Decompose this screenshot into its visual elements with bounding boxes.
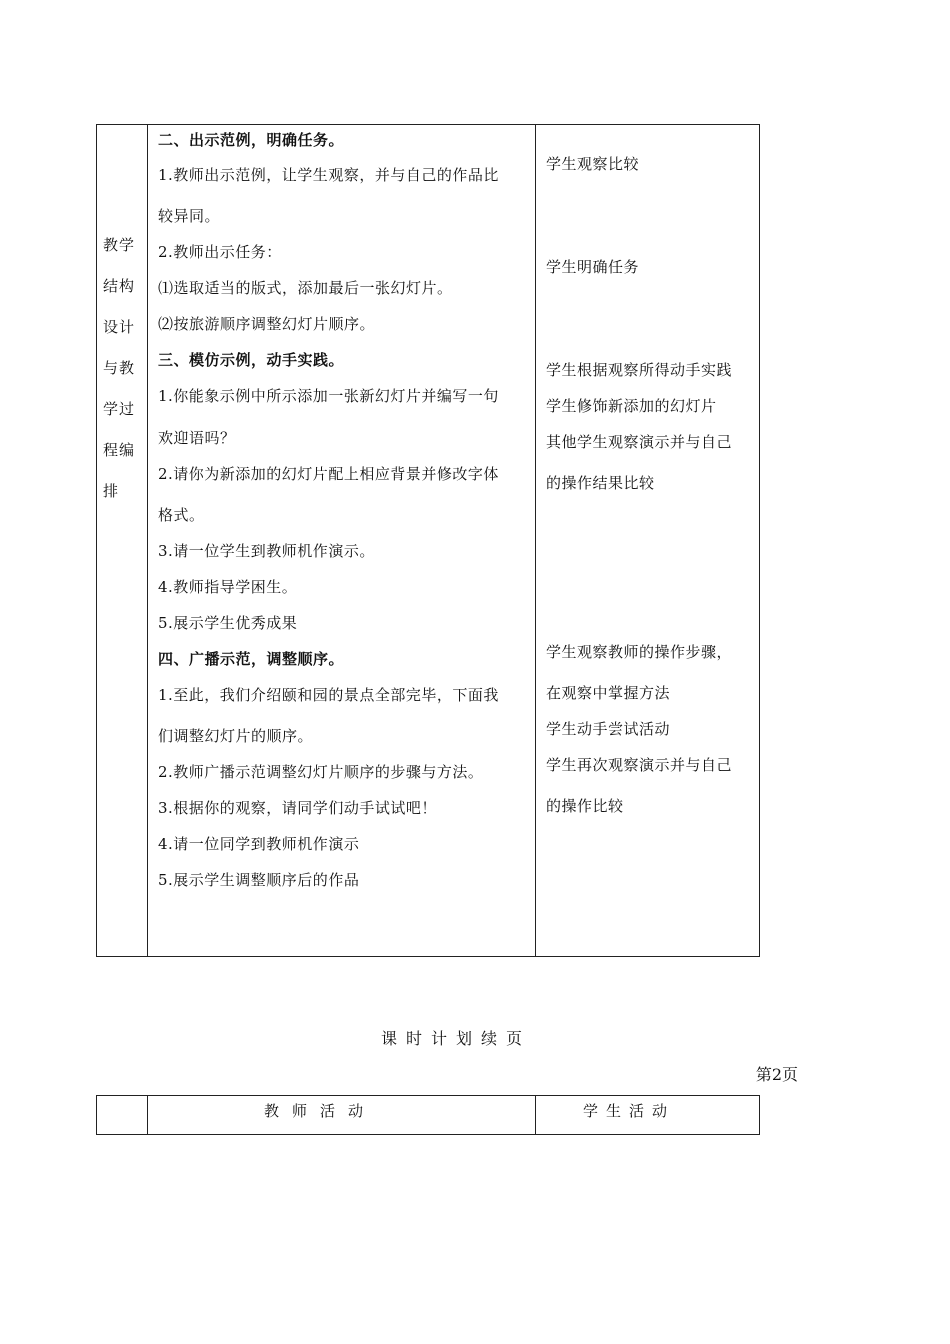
teacher-line: 3.请一位学生到教师机作演示。 xyxy=(158,542,375,560)
continuation-title: 课时计划续页 xyxy=(380,1029,531,1048)
student-activity-header: 学生活动 xyxy=(583,1102,676,1120)
teacher-line: 1.教师出示范例，让学生观察，并与自己的作品比 xyxy=(158,166,499,184)
teacher-activity-header: 教师活动 xyxy=(264,1102,377,1120)
lesson-plan-table xyxy=(96,124,760,957)
section-label-line: 结构 xyxy=(103,277,136,295)
teacher-line: 格式。 xyxy=(158,506,205,524)
page-number: 第2页 xyxy=(755,1065,798,1084)
student-line: 的操作结果比较 xyxy=(546,474,655,492)
teacher-line: ⑴选取适当的版式，添加最后一张幻灯片。 xyxy=(158,279,453,297)
student-line: 学生再次观察演示并与自己 xyxy=(546,756,733,774)
teacher-line: 欢迎语吗？ xyxy=(158,429,236,447)
student-line: 学生动手尝试活动 xyxy=(546,720,671,738)
student-line: 学生根据观察所得动手实践 xyxy=(546,361,733,379)
section-label-line: 排 xyxy=(103,482,120,500)
student-line: 在观察中掌握方法 xyxy=(546,684,671,702)
section-label xyxy=(103,225,143,512)
teacher-line: 较异同。 xyxy=(158,207,221,225)
student-line: 的操作比较 xyxy=(546,797,624,815)
teacher-line: 1.至此，我们介绍颐和园的景点全部完毕，下面我 xyxy=(158,686,499,704)
teacher-line: 2.教师出示任务： xyxy=(158,243,282,261)
teacher-line: 2.教师广播示范调整幻灯片顺序的步骤与方法。 xyxy=(158,763,484,781)
section-label-line: 程编 xyxy=(103,441,136,459)
header-teacher-cell xyxy=(148,1096,536,1134)
teacher-line: 2.请你为新添加的幻灯片配上相应背景并修改字体 xyxy=(158,465,499,483)
teacher-line: 4.教师指导学困生。 xyxy=(158,578,298,596)
header-student-cell xyxy=(536,1096,759,1134)
teacher-line: 3.根据你的观察，请同学们动手试试吧！ xyxy=(158,799,437,817)
teacher-line: 5.展示学生优秀成果 xyxy=(158,614,298,632)
header-blank-cell xyxy=(97,1096,148,1134)
teacher-line: 4.请一位同学到教师机作演示 xyxy=(158,835,360,853)
student-line: 学生观察教师的操作步骤， xyxy=(546,643,733,661)
section-heading: 四、广播示范，调整顺序。 xyxy=(158,650,345,668)
student-line: 学生观察比较 xyxy=(546,155,640,173)
student-activity-cell xyxy=(536,125,759,956)
student-line: 学生明确任务 xyxy=(546,258,640,276)
teacher-activity-cell xyxy=(148,125,536,956)
section-heading: 二、出示范例，明确任务。 xyxy=(158,131,345,149)
teacher-line: 们调整幻灯片的顺序。 xyxy=(158,727,314,745)
student-line: 学生修饰新添加的幻灯片 xyxy=(546,397,717,415)
teacher-line: 1.你能象示例中所示添加一张新幻灯片并编写一句 xyxy=(158,387,499,405)
teacher-line: ⑵按旅游顺序调整幻灯片顺序。 xyxy=(158,315,376,333)
section-label-line: 设计 xyxy=(103,318,136,336)
teacher-line: 5.展示学生调整顺序后的作品 xyxy=(158,871,360,889)
section-label-line: 与教 xyxy=(103,359,136,377)
section-label-line: 学过 xyxy=(103,400,136,418)
section-heading: 三、模仿示例，动手实践。 xyxy=(158,351,345,369)
student-line: 其他学生观察演示并与自己 xyxy=(546,433,733,451)
section-label-cell xyxy=(97,125,148,956)
continuation-header-table xyxy=(96,1095,760,1135)
section-label-line: 教学 xyxy=(103,236,136,254)
